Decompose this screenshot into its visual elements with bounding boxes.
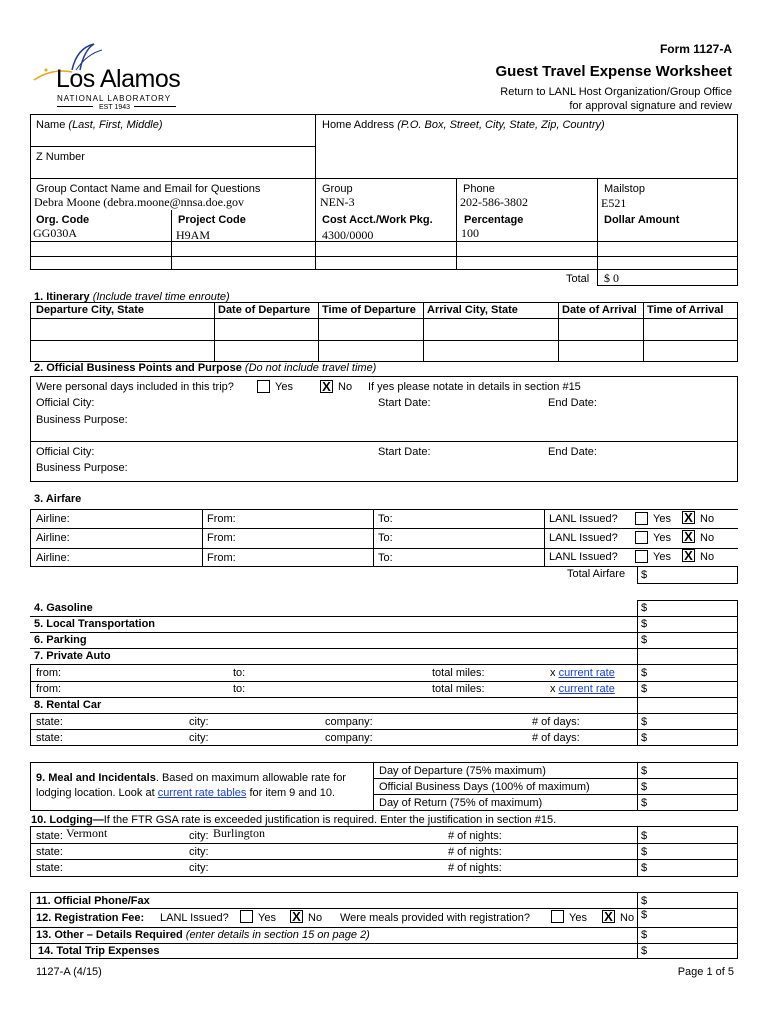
business-days-label: Official Business Days (100% of maximum) — [379, 781, 590, 793]
from-label: From: — [207, 552, 236, 564]
days-label: # of days: — [532, 732, 580, 744]
divider — [315, 114, 316, 270]
from-label: From: — [207, 532, 236, 544]
divider — [30, 681, 738, 682]
city-label: city: — [189, 830, 209, 842]
divider — [373, 778, 738, 779]
mailstop-label: Mailstop — [604, 183, 645, 195]
other-dollar[interactable]: $ — [641, 929, 648, 941]
divider — [597, 178, 598, 270]
divider — [30, 318, 738, 319]
form-title: Guest Travel Expense Worksheet — [495, 63, 732, 80]
org-code-value[interactable]: GG030A — [33, 226, 77, 240]
airline-label: Airline: — [36, 513, 70, 525]
state-label: state: — [36, 732, 63, 744]
city-label: city: — [189, 862, 209, 874]
business-purpose-label: Business Purpose: — [36, 414, 128, 426]
total-trip-expenses-label: 14. Total Trip Expenses — [38, 945, 160, 957]
contact-label: Group Contact Name and Email for Questions — [36, 183, 261, 195]
divider — [30, 146, 315, 147]
divider — [637, 892, 638, 959]
state-label: state: — [36, 716, 63, 728]
divider — [373, 509, 374, 567]
contact-value[interactable]: Debra Moone (debra.moone@nnsa.doe.gov — [34, 195, 244, 209]
znumber-label: Z Number — [36, 151, 85, 163]
start-date-label: Start Date: — [378, 397, 431, 409]
meals-provided-question: Were meals provided with registration? — [340, 912, 530, 924]
reg-lanl-issued-label: LANL Issued? — [160, 912, 229, 924]
divider — [30, 648, 738, 649]
current-rate-link[interactable]: x current rate — [550, 667, 615, 679]
lodging-city-value[interactable]: Burlington — [213, 826, 266, 840]
divider — [30, 548, 738, 549]
lodging-state-value[interactable]: Vermont — [66, 826, 108, 840]
divider — [637, 762, 638, 811]
itinerary-title: 1. Itinerary (Include travel time enroute) — [34, 291, 230, 303]
divider — [30, 713, 738, 714]
divider — [30, 178, 738, 179]
divider — [544, 509, 545, 567]
name-label: Name (Last, First, Middle) — [36, 119, 163, 131]
airline-label: Airline: — [36, 552, 70, 564]
no-label: No — [700, 513, 715, 525]
rental-car-dollar[interactable]: $ — [641, 732, 648, 744]
project-code-label: Project Code — [178, 214, 246, 226]
local-transport-label: 5. Local Transportation — [34, 618, 156, 630]
no-label: No — [700, 551, 715, 563]
business-days-dollar[interactable]: $ — [641, 781, 648, 793]
company-label: company: — [325, 732, 373, 744]
rental-car-dollar[interactable]: $ — [641, 716, 648, 728]
airfare-yes-checkbox[interactable] — [635, 550, 648, 563]
divider — [30, 943, 738, 944]
divider — [202, 509, 203, 567]
yes-label: Yes — [258, 912, 276, 924]
divider — [30, 745, 738, 746]
private-auto-label: 7. Private Auto — [34, 650, 111, 662]
start-date-label: Start Date: — [378, 446, 431, 458]
total-value[interactable]: $ 0 — [604, 271, 619, 285]
state-label: state: — [36, 830, 63, 842]
yes-label: Yes — [653, 551, 671, 563]
total-miles-label: total miles: — [432, 683, 485, 695]
divider — [30, 241, 738, 242]
col-arrival-time: Time of Arrival — [647, 304, 724, 316]
form-number: Form 1127-A — [659, 42, 732, 56]
from-label: From: — [207, 513, 236, 525]
local-transport-dollar[interactable]: $ — [641, 618, 648, 630]
nights-label: # of nights: — [448, 862, 502, 874]
total-airfare-label: Total Airfare — [567, 568, 626, 580]
private-auto-dollar[interactable]: $ — [641, 667, 648, 679]
divider — [30, 697, 738, 698]
lodging-dollar[interactable]: $ — [641, 846, 648, 858]
org-code-label: Org. Code — [36, 214, 90, 226]
personal-days-note: If yes please notate in details in section #15 — [368, 381, 581, 393]
return-line-2: for approval signature and review — [569, 100, 732, 112]
logo-name: Los Alamos — [56, 65, 181, 93]
percentage-label: Percentage — [464, 214, 524, 226]
lodging-dollar[interactable]: $ — [641, 862, 648, 874]
cost-acct-label: Cost Acct./Work Pkg. — [322, 214, 433, 226]
airfare-yes-checkbox[interactable] — [635, 531, 648, 544]
day-of-departure-dollar[interactable]: $ — [641, 765, 648, 777]
parking-label: 6. Parking — [34, 634, 87, 646]
rate-tables-link[interactable]: current rate tables — [157, 787, 247, 799]
phone-fax-label: 11. Official Phone/Fax — [36, 895, 150, 907]
total-trip-dollar[interactable]: $ — [641, 945, 648, 957]
meals-title: 9. Meal and Incidentals. Based on maximum allowable rate for — [36, 772, 346, 784]
from-label: from: — [36, 683, 62, 695]
phone-value[interactable]: 202-586-3802 — [460, 195, 528, 209]
rental-car-label: 8. Rental Car — [34, 699, 102, 711]
gasoline-dollar[interactable]: $ — [641, 602, 648, 614]
meals-provided-yes-checkbox[interactable] — [551, 910, 564, 923]
group-label: Group — [322, 183, 353, 195]
nights-label: # of nights: — [448, 830, 502, 842]
divider — [171, 210, 172, 270]
phone-label: Phone — [463, 183, 495, 195]
divider — [637, 826, 638, 877]
divider — [318, 302, 319, 362]
logo-est: EST 1943 — [99, 104, 131, 111]
day-of-return-dollar[interactable]: $ — [641, 797, 648, 809]
return-line-1: Return to LANL Host Organization/Group Office — [500, 86, 732, 98]
divider — [30, 340, 738, 341]
business-purpose-label: Business Purpose: — [36, 462, 128, 474]
divider — [643, 302, 644, 362]
phone-fax-dollar[interactable]: $ — [641, 895, 648, 907]
lanl-issued-label: LANL Issued? — [549, 551, 618, 563]
percentage-value[interactable]: 100 — [461, 226, 479, 240]
col-departure-city: Departure City, State — [36, 304, 144, 316]
total-airfare-dollar[interactable]: $ — [641, 569, 648, 581]
airfare-no-checkbox[interactable]: X — [682, 549, 695, 562]
group-value[interactable]: NEN-3 — [320, 195, 355, 209]
to-label: to: — [233, 683, 246, 695]
yes-label: Yes — [569, 912, 587, 924]
day-of-return-label: Day of Return (75% of maximum) — [379, 797, 543, 809]
gasoline-label: 4. Gasoline — [34, 602, 93, 614]
personal-days-yes-checkbox[interactable] — [257, 380, 270, 393]
city-label: city: — [189, 716, 209, 728]
no-label: No — [338, 381, 353, 393]
registration-dollar[interactable]: $ — [641, 909, 648, 921]
cost-acct-value[interactable]: 4300/0000 — [322, 228, 374, 242]
airfare-title: 3. Airfare — [34, 493, 82, 505]
day-of-departure-label: Day of Departure (75% maximum) — [379, 765, 546, 777]
divider — [30, 843, 738, 844]
logo-subtitle: NATIONAL LABORATORY — [57, 94, 172, 103]
meals-text: lodging location. Look at current rate tables for item 9 and 10. — [36, 787, 336, 799]
divider — [30, 441, 738, 442]
to-label: To: — [378, 552, 393, 564]
end-date-label: End Date: — [548, 397, 597, 409]
col-arrival-city: Arrival City, State — [427, 304, 518, 316]
col-departure-time: Time of Departure — [322, 304, 416, 316]
dollar-amount-label: Dollar Amount — [604, 214, 680, 226]
business-title: 2. Official Business Points and Purpose (Do not include travel time) — [34, 362, 377, 374]
state-label: state: — [36, 862, 63, 874]
divider — [30, 528, 738, 529]
parking-dollar[interactable]: $ — [641, 634, 648, 646]
divider — [30, 908, 738, 909]
divider — [373, 794, 738, 795]
divider — [456, 178, 457, 270]
official-city-label: Official City: — [36, 397, 95, 409]
form-revision: 1127-A (4/15) — [36, 966, 102, 978]
airfare-yes-checkbox[interactable] — [635, 512, 648, 525]
reg-issued-yes-checkbox[interactable] — [240, 910, 253, 923]
city-label: city: — [189, 732, 209, 744]
divider — [214, 302, 215, 362]
no-label: No — [620, 912, 635, 924]
city-label: city: — [189, 846, 209, 858]
page-number: Page 1 of 5 — [677, 966, 734, 978]
logo-rule-right — [134, 106, 176, 107]
divider — [558, 302, 559, 362]
meals-provided-no-checkbox[interactable]: X — [602, 910, 615, 923]
lodging-box — [30, 826, 738, 877]
expenses-dollar-column — [637, 600, 738, 746]
lanl-issued-label: LANL Issued? — [549, 532, 618, 544]
lodging-title: 10. Lodging—If the FTR GSA rate is exceeded justification is required. Enter the justification in section #15. — [31, 814, 557, 826]
divider — [373, 762, 374, 811]
divider — [30, 729, 738, 730]
registration-fee-label: 12. Registration Fee: — [36, 912, 145, 924]
company-label: company: — [325, 716, 373, 728]
col-departure-date: Date of Departure — [218, 304, 311, 316]
address-label: Home Address (P.O. Box, Street, City, State, Zip, Country) — [322, 119, 605, 131]
project-code-value[interactable]: H9AM — [176, 228, 211, 242]
end-date-label: End Date: — [548, 446, 597, 458]
divider — [30, 256, 738, 257]
to-label: To: — [378, 532, 393, 544]
divider — [30, 664, 738, 665]
lanl-issued-label: LANL Issued? — [549, 513, 618, 525]
divider — [30, 616, 738, 617]
lodging-dollar[interactable]: $ — [641, 830, 648, 842]
col-arrival-date: Date of Arrival — [562, 304, 637, 316]
current-rate-link[interactable]: x current rate — [550, 683, 615, 695]
yes-label: Yes — [275, 381, 293, 393]
state-label: state: — [36, 846, 63, 858]
mailstop-value[interactable]: E521 — [601, 196, 627, 210]
private-auto-dollar[interactable]: $ — [641, 683, 648, 695]
total-miles-label: total miles: — [432, 667, 485, 679]
days-label: # of days: — [532, 716, 580, 728]
official-city-label: Official City: — [36, 446, 95, 458]
personal-days-question: Were personal days included in this trip? — [36, 381, 234, 393]
divider — [30, 632, 738, 633]
divider — [423, 302, 424, 362]
to-label: to: — [233, 667, 246, 679]
personal-days-no-checkbox[interactable]: X — [320, 380, 333, 393]
nights-label: # of nights: — [448, 846, 502, 858]
to-label: To: — [378, 513, 393, 525]
no-label: No — [700, 532, 715, 544]
airfare-no-checkbox[interactable]: X — [682, 530, 695, 543]
divider — [30, 927, 738, 928]
yes-label: Yes — [653, 532, 671, 544]
logo-rule-left — [57, 106, 93, 107]
airline-label: Airline: — [36, 532, 70, 544]
no-label: No — [308, 912, 323, 924]
lanl-logo — [32, 40, 182, 115]
from-label: from: — [36, 667, 62, 679]
reg-issued-no-checkbox[interactable]: X — [290, 910, 303, 923]
total-airfare-box — [637, 566, 738, 584]
total-label: Total — [566, 273, 590, 285]
yes-label: Yes — [653, 513, 671, 525]
divider — [30, 859, 738, 860]
airfare-no-checkbox[interactable]: X — [682, 511, 695, 524]
other-label: 13. Other – Details Required (enter details in section 15 on page 2) — [36, 929, 370, 941]
